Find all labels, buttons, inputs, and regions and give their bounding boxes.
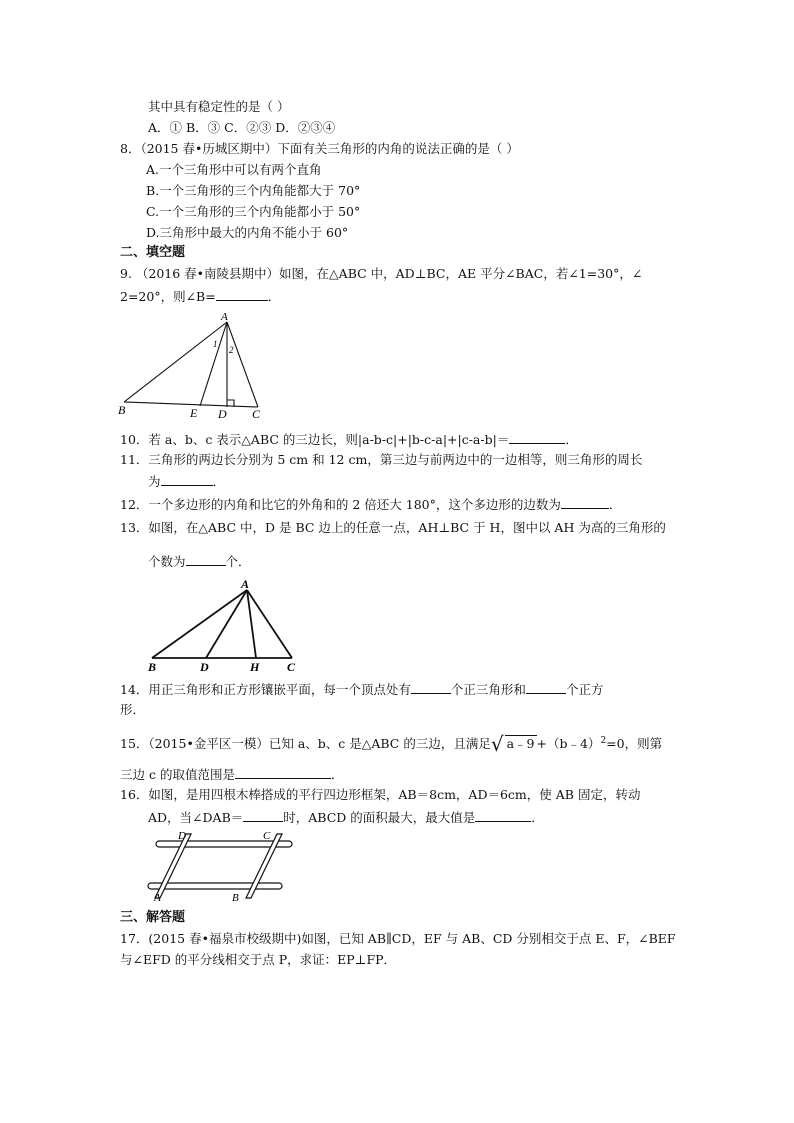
- q9-answer-blank[interactable]: [216, 288, 268, 301]
- q16-label-b: B: [232, 892, 239, 904]
- q15-answer-blank[interactable]: [235, 766, 331, 779]
- q12-line: 12．一个多边形的内角和比它的外角和的 2 倍还大 180°，这个多边形的边数为 ．: [120, 497, 622, 512]
- q13-label-h: H: [250, 660, 260, 674]
- q13-line2: 个数为 个．: [148, 554, 251, 569]
- q9-label-b: B: [118, 403, 126, 417]
- q13-triangle-figure: [140, 576, 310, 676]
- q15-radicand: a﹣9: [506, 736, 535, 752]
- q9-label-c: C: [252, 407, 261, 421]
- q7-options: A．① B．③ C．②③ D．②③④: [148, 120, 336, 135]
- section-heading-fill-blank: 二、填空题: [120, 245, 186, 260]
- q16-area-blank[interactable]: [475, 809, 531, 822]
- q9-side-ab: [124, 322, 227, 402]
- q9-segment-ae: [200, 322, 227, 406]
- q16-label-d: D: [178, 830, 186, 842]
- q14-line2: 形．: [120, 702, 146, 717]
- radical-sign-icon: √: [490, 732, 504, 757]
- q14-line1: 14．用正三角形和正方形镶嵌平面，每一个顶点处有 个正三角形和 个正方: [120, 682, 604, 697]
- q16-line2: AD，当∠DAB＝ 时，ABCD 的面积最大，最大值是 ．: [148, 810, 544, 825]
- q9-label-a: A: [221, 311, 228, 323]
- q14-triangle-count-blank[interactable]: [411, 681, 451, 694]
- q16-label-c: C: [263, 830, 271, 842]
- q13-line1: 13．如图，在△ABC 中，D 是 BC 边上的任意一点，AH⊥BC 于 H，图中以 AH 为高的三角形的: [120, 520, 666, 535]
- q9-triangle-figure: [110, 305, 280, 425]
- q10-line: 10．若 a、b、c 表示△ABC 的三边长，则|a-b-c|+|b-c-a|+|c-a-b|＝ ．: [120, 432, 578, 447]
- q12-answer-blank[interactable]: [561, 496, 609, 509]
- q16-line1: 16．如图，是用四根木棒搭成的平行四边形框架，AB＝8cm，AD＝6cm，使 AB 固定，转动: [120, 787, 641, 802]
- q16-angle-blank[interactable]: [243, 809, 283, 822]
- q9-line2: 2=20°，则∠B= ．: [120, 289, 281, 304]
- q15-exponent: 2: [600, 736, 607, 746]
- q9-label-angle-1: 1: [213, 339, 218, 349]
- q11-line1: 11．三角形的两边长分别为 5 cm 和 12 cm，第三边与前两边中的一边相等，则三角形的周长: [120, 452, 643, 467]
- q15-line2: 三边 c 的取值范围是 ．: [120, 767, 344, 782]
- q16-parallelogram-frame-figure: [140, 828, 300, 904]
- q9-label-d: D: [218, 407, 227, 421]
- q8-option-d: D.三角形中最大的内角不能小于 60°: [146, 225, 349, 240]
- q13-label-b: B: [148, 660, 157, 674]
- q11-line2: 为 ．: [148, 474, 226, 489]
- q16-stick-ab: [148, 883, 282, 889]
- q9-line1: 9. （2016 春•南陵县期中）如图，在△ABC 中，AD⊥BC，AE 平分∠BAC，若∠1=30°，∠: [120, 266, 643, 281]
- q8-option-a: A.一个三角形中可以有两个直角: [146, 162, 322, 177]
- section-heading-solve: 三、解答题: [120, 910, 186, 925]
- q13-label-d: D: [200, 660, 209, 674]
- q13-side-ab: [152, 590, 247, 658]
- q13-answer-blank[interactable]: [186, 553, 226, 566]
- q17-line2: 与∠EFD 的平分线相交于点 P，求证：EP⊥FP．: [120, 952, 397, 967]
- q7-stem: 其中具有稳定性的是（ ）: [148, 99, 290, 114]
- q15-line1: 15．（2015•金平区一模）已知 a、b、c 是△ABC 的三边，且满足√ a﹣9 +（b﹣4）$^2$=0，则第: [120, 732, 663, 757]
- q8-option-b: B.一个三角形的三个内角能都大于 70°: [146, 183, 361, 198]
- q17-line1: 17．(2015 春•福泉市校级期中)如图，已知 AB∥CD，EF 与 AB、CD 分别相交于点 E、F，∠BEF: [120, 931, 676, 946]
- q8-option-c: C.一个三角形的三个内角能都小于 50°: [146, 204, 361, 219]
- q13-label-a: A: [241, 577, 250, 591]
- q9-side-ac: [227, 322, 258, 407]
- q9-label-e: E: [190, 406, 198, 420]
- q8-stem: 8．（2015 春•历城区期中）下面有关三角形的内角的说法正确的是（ ）: [120, 141, 519, 156]
- q9-label-angle-2: 2: [229, 345, 234, 355]
- q11-answer-blank[interactable]: [161, 473, 213, 486]
- q10-answer-blank[interactable]: [509, 431, 565, 444]
- q13-label-c: C: [287, 660, 296, 674]
- q14-square-count-blank[interactable]: [526, 681, 566, 694]
- q13-segment-ad: [206, 590, 247, 658]
- q16-label-a: A: [154, 892, 161, 904]
